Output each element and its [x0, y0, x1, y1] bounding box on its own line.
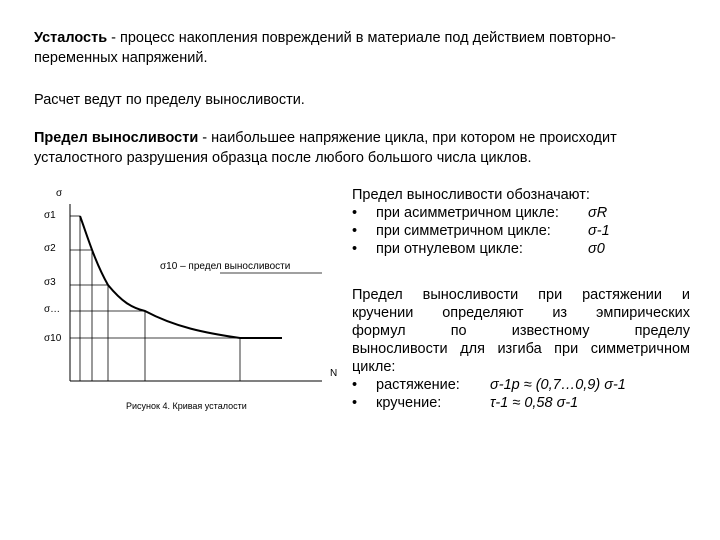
empirical-line-4: выносливости для изгиба при симметричном	[352, 341, 690, 357]
notation-item-pulsating	[352, 240, 690, 258]
notation-item-text: при асимметричном цикле:	[376, 205, 559, 221]
fatigue-definition-line-2: переменных напряжений.	[34, 50, 208, 66]
endurance-limit-annotation: σ10 – предел выносливости	[160, 261, 291, 272]
fatigue-term: Усталость	[34, 30, 108, 46]
vertical-gridlines	[80, 216, 240, 381]
y-tick-sigma3: σ3	[44, 277, 56, 288]
y-tick-sigma1: σ1	[44, 210, 56, 221]
y-tick-sigma-dots: σ…	[44, 304, 61, 315]
horizontal-gridlines	[70, 216, 240, 338]
empirical-line-2: кручении определяют из эмпирических	[352, 305, 690, 321]
notation-item-symbol: σ-1	[588, 223, 610, 239]
bullet: •	[352, 377, 358, 393]
fatigue-paragraph	[34, 28, 694, 68]
empirical-item-text: кручение:	[376, 395, 442, 411]
bullet: •	[352, 223, 358, 239]
notation-header: Предел выносливости обозначают:	[352, 187, 590, 203]
endurance-limit-definition-line-2: усталостного разрушения образца после любого большого числа циклов.	[34, 150, 532, 166]
notation-item-symbol: σR	[588, 205, 608, 221]
notation-item-asymmetric	[352, 204, 690, 222]
bullet: •	[352, 395, 358, 411]
fatigue-definition-line-1: - процесс накопления повреждений в материале под действием повторно-	[107, 30, 616, 46]
y-tick-sigma10: σ10	[44, 333, 62, 344]
empirical-line-5: цикле:	[352, 359, 396, 375]
x-axis-label: N	[330, 368, 338, 379]
empirical-item-formula: σ-1р ≈ (0,7…0,9) σ-1	[490, 377, 626, 393]
y-tick-sigma2: σ2	[44, 243, 56, 254]
empirical-item-torsion	[352, 394, 690, 412]
endurance-limit-term: Предел выносливости	[34, 130, 199, 146]
empirical-line-3: формул по известному пределу	[352, 323, 690, 339]
notation-item-symmetric	[352, 222, 690, 240]
empirical-line-1: Предел выносливости при растяжении и	[352, 287, 690, 303]
notation-block	[352, 186, 690, 258]
notation-item-symbol: σ0	[588, 241, 605, 257]
empirical-item-text: растяжение:	[376, 377, 460, 393]
empirical-item-formula: τ-1 ≈ 0,58 σ-1	[490, 395, 579, 411]
notation-item-text: при отнулевом цикле:	[376, 241, 523, 257]
bullet: •	[352, 205, 358, 221]
y-axis-label: σ	[56, 188, 63, 199]
endurance-limit-paragraph	[34, 128, 694, 168]
calculation-paragraph: Расчет ведут по пределу выносливости.	[34, 92, 305, 108]
notation-item-text: при симметричном цикле:	[376, 223, 551, 239]
empirical-block	[352, 286, 690, 412]
endurance-limit-definition-line-1: - наибольшее напряжение цикла, при котором не происходит	[198, 130, 617, 146]
fatigue-curve	[80, 216, 282, 338]
figure-caption: Рисунок 4. Кривая усталости	[126, 401, 247, 411]
bullet: •	[352, 241, 358, 257]
empirical-item-tension	[352, 376, 690, 394]
